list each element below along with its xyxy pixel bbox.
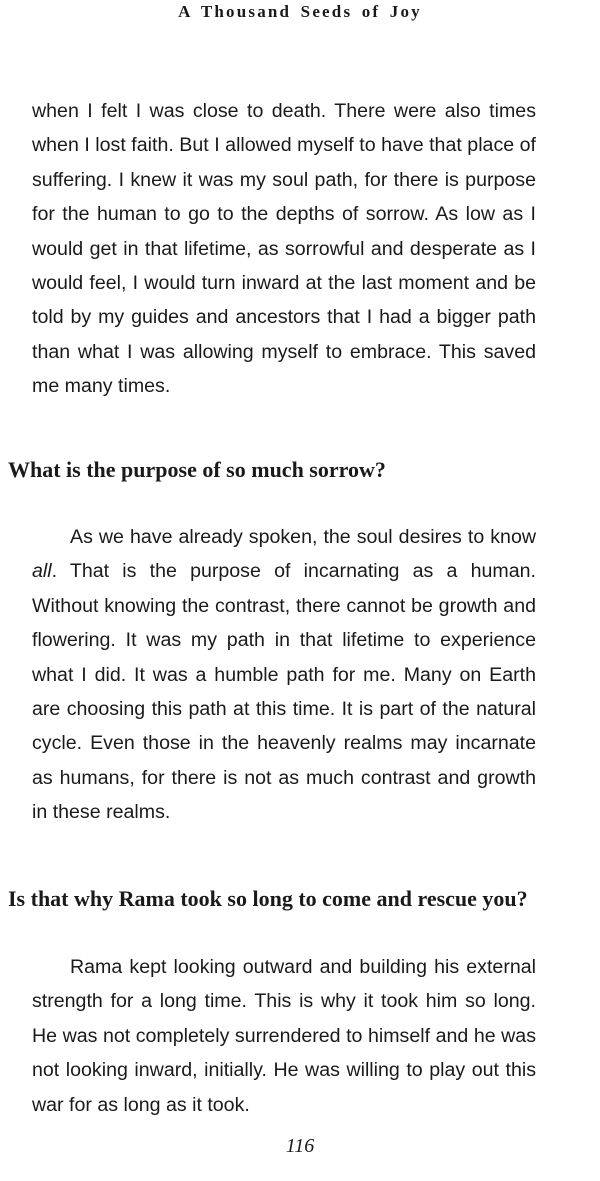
question-heading-sorrow: What is the purpose of so much sorrow? — [8, 457, 386, 482]
emphasis-text: all — [32, 560, 52, 583]
question-heading-rama: Is that why Rama took so long to come and rescue you? — [8, 886, 528, 911]
paragraph-answer-rama: Rama kept looking outward and building his external strength for a long time. This is why it took him so long. He was not completely surrendered to himself and he was not looking inward, initially. He was willing to play out this war for as long as it took. — [32, 956, 536, 1116]
paragraph-answer-sorrow — [32, 520, 536, 830]
running-head: A Thousand Seeds of Joy — [178, 2, 422, 21]
paragraph-text: . That is the purpose of incarnating as a human. Without knowing the contrast, there cannot be growth and flowering. It was my path in that lifetime to experience what I did. It was a humble path for me. Many on Earth are choosing this path at this time. It is part of the natural cycle. Even those in the heavenly realms may incarnate as humans, for there is not as much contrast and growth in these realms. — [32, 560, 536, 824]
page-number: 116 — [285, 1135, 315, 1157]
paragraph-continuation: when I felt I was close to death. There were also times when I lost faith. But I allowed myself to have that place of suffering. I knew it was my soul path, for there is purpose for the human to go to the depths of sorrow. As low as I would get in that lifetime, as sorrowful and desperate as I would feel, I would turn inward at the last moment and be told by my guides and ancestors that I had a bigger path than what I was allowing myself to embrace. This saved me many times. — [32, 100, 536, 398]
paragraph-text: As we have already spoken, the soul desires to know — [70, 526, 536, 548]
